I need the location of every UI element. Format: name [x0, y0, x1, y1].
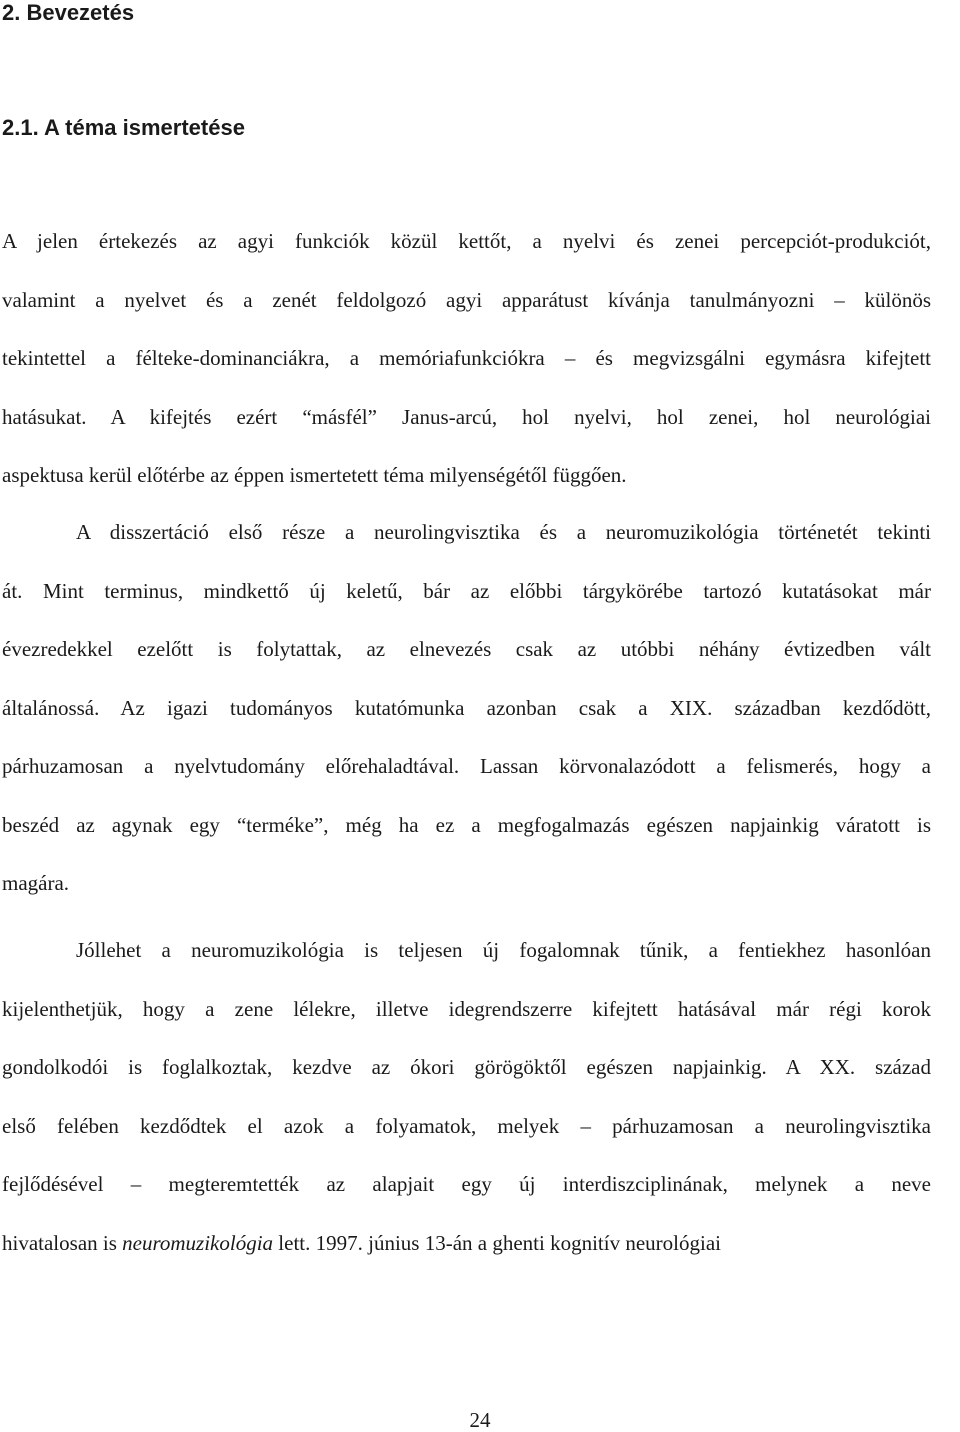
text-line: általánossá. Az igazi tudományos kutatómunka azonban csak a XIX. században kezdődött, — [2, 695, 931, 720]
text-line: Jóllehet a neuromuzikológia is teljesen új fogalomnak tűnik, a fentiekhez hasonlóan — [76, 938, 931, 962]
text-line: évezredekkel ezelőtt is folytattak, az elnevezés csak az utóbbi néhány évtizedben vált — [2, 637, 931, 661]
text-line: aspektusa kerül előtérbe az éppen ismertetett téma milyenségétől függően. — [2, 463, 627, 487]
paragraph-intro — [2, 212, 931, 505]
paragraph-neuromusicology — [2, 921, 931, 1272]
text-line: át. Mint terminus, mindkettő új keletű, bár az előbbi tárgykörébe tartozó kutatásokat már — [2, 578, 931, 603]
text-line — [2, 1214, 931, 1273]
section-heading: 2.1. A téma ismertetése — [2, 115, 245, 140]
text-line: A jelen értekezés az agyi funkciók közül kettőt, a nyelvi és zenei percepciót-produkciót, — [2, 229, 931, 253]
text-line: magára. — [2, 871, 70, 895]
chapter-heading: 2. Bevezetés — [2, 0, 135, 25]
text-line: valamint a nyelvet és a zenét feldolgozó agyi apparátust kívánja tanulmányozni – különös — [2, 287, 931, 312]
text-line: A disszertáció első része a neurolingvisztika és a neuromuzikológia történetét tekinti — [76, 520, 931, 544]
text-line: kijelenthetjük, hogy a zene lélekre, illetve idegrendszerre kifejtett hatásával már régi korok — [2, 996, 931, 1021]
text-line: beszéd az agynak egy “terméke”, még ha ez a megfogalmazás egészen napjainkig váratott is — [2, 812, 931, 837]
paragraph-history — [2, 503, 931, 913]
text-line: tekintettel a félteke-dominanciákra, a memóriafunkciókra – és megvizsgálni egymásra kifejtett — [2, 346, 931, 370]
emphasized-term: neuromuzikológia — [122, 1230, 274, 1255]
text-line: párhuzamosan a nyelvtudomány előrehaladtával. Lassan körvonalazódott a felismerés, hogy a — [2, 754, 931, 778]
text-line: gondolkodói is foglalkoztak, kezdve az ókori görögöktől egészen napjainkig. A XX. század — [2, 1055, 931, 1079]
text-line: hatásukat. A kifejtés ezért “másfél” Janus-arcú, hol nyelvi, hol zenei, hol neurológiai — [2, 404, 931, 429]
text-run: hivatalosan is — [2, 1230, 123, 1255]
text-line: fejlődésével – megteremtették az alapjait egy új interdiszciplinának, melynek a neve — [2, 1172, 931, 1196]
text-run: lett. 1997. június 13-án a ghenti kognitív neurológiai — [273, 1230, 721, 1255]
page-number: 24 — [469, 1408, 491, 1432]
text-line: első felében kezdődtek el azok a folyamatok, melyek – párhuzamosan a neurolingvisztika — [2, 1113, 931, 1138]
